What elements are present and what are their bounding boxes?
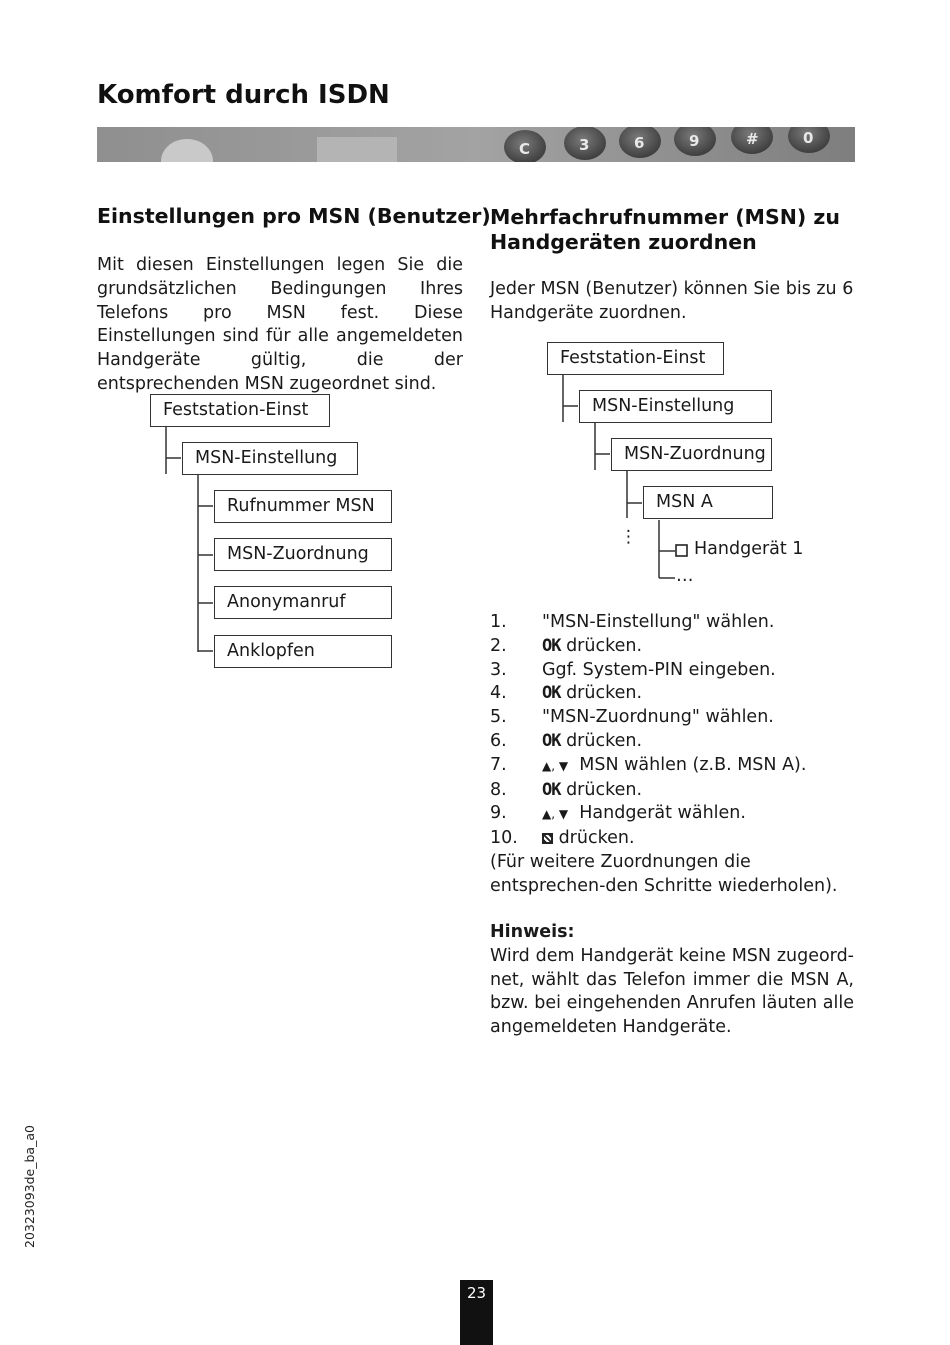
tree-node-rufnummer-msn: Rufnummer MSN — [214, 490, 392, 523]
tree-node-anonymanruf: Anonymanruf — [214, 586, 392, 619]
step-item: 9. ▲, ▼ Handgerät wählen. — [490, 803, 746, 824]
menu-key-icon — [542, 833, 553, 844]
step-item: 3. Ggf. System-PIN eingeben. — [490, 659, 776, 680]
handset-checkbox-icon — [676, 545, 687, 556]
step-item: 1. "MSN-Einstellung" wählen. — [490, 612, 775, 632]
step-item: 8. OK drücken. — [490, 779, 643, 800]
ok-key-icon: OK — [542, 683, 561, 704]
document-code: 20323093de_ba_a0 — [22, 1125, 37, 1248]
page-number: 23 — [466, 1284, 487, 1302]
tree-more-ellipsis: … — [676, 566, 694, 586]
right-heading-line1: Mehrfachrufnummer (MSN) zu — [490, 205, 840, 229]
up-down-arrow-icon: ▲, ▼ — [542, 807, 569, 822]
key-label: 0 — [803, 129, 814, 147]
page-title: Komfort durch ISDN — [97, 80, 390, 110]
right-heading-line2: Handgeräten zuordnen — [490, 230, 757, 254]
step-item: 10. drücken. — [490, 828, 635, 849]
ok-key-icon: OK — [542, 730, 561, 751]
tree-node-msn-a: MSN A — [643, 486, 773, 519]
hint-block — [490, 921, 854, 1040]
tree-vertical-dots: ⋮ — [620, 527, 637, 547]
key-label: 9 — [689, 132, 700, 150]
tree-node-msn-zuordnung: MSN-Zuordnung — [214, 538, 392, 571]
key-label: C — [519, 140, 531, 158]
ok-key-icon: OK — [542, 779, 561, 800]
tree-node-msn-einstellung: MSN-Einstellung — [579, 390, 772, 423]
step-item: 5. "MSN-Zuordnung" wählen. — [490, 707, 774, 728]
tree-node-msn-einstellung: MSN-Einstellung — [182, 442, 358, 475]
key-label: # — [746, 130, 759, 148]
left-paragraph: Mit diesen Einstellungen legen Sie die grundsätzlichen Bedingungen Ihres Telefons pro MSN fest. Diese Einstellungen sind für alle angemeldeten Handgeräte gültig, die der entsprechenden MSN zugeordnet sind. — [97, 255, 463, 394]
key-label: 6 — [634, 134, 645, 152]
steps-note: (Für weitere Zuordnungen die entsprechen-den Schritte wiederholen). — [490, 851, 838, 896]
tree-node-anklopfen: Anklopfen — [214, 635, 392, 668]
key-label: 3 — [579, 136, 590, 154]
tree-node-msn-zuordnung: MSN-Zuordnung — [611, 438, 772, 471]
right-paragraph: Jeder MSN (Benutzer) können Sie bis zu 6 Handgeräte zuordnen. — [490, 279, 854, 323]
tree-node-feststation: Feststation-Einst — [150, 394, 330, 427]
ok-key-icon: OK — [542, 635, 561, 656]
hint-label: Hinweis: — [490, 922, 575, 942]
tree-item-handgeraet: Handgerät 1 — [694, 539, 804, 559]
step-item: 7. ▲, ▼ MSN wählen (z.B. MSN A). — [490, 754, 807, 775]
tree-node-feststation: Feststation-Einst — [547, 342, 724, 375]
step-item: 6. OK drücken. — [490, 730, 643, 751]
hint-text: Wird dem Handgerät keine MSN zugeord-net, wählt das Telefon immer die MSN A, bzw. bei eingehenden Anrufen läuten alle angemeldeten Handgeräte. — [490, 945, 854, 1038]
step-item: 4. OK drücken. — [490, 683, 643, 704]
up-down-arrow-icon: ▲, ▼ — [542, 758, 569, 773]
instruction-steps — [490, 611, 860, 899]
step-item: 2. OK drücken. — [490, 635, 643, 656]
left-heading: Einstellungen pro MSN (Benutzer) — [97, 204, 491, 228]
